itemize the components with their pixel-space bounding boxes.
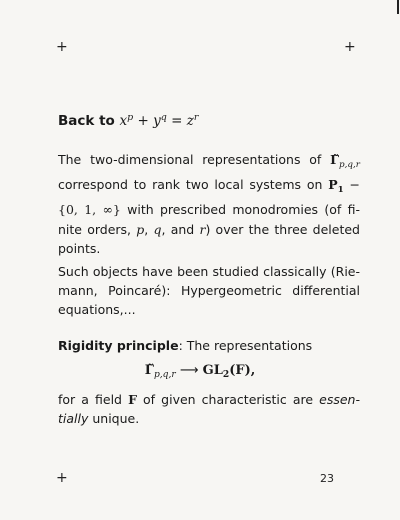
page-edge-mark: [397, 0, 399, 14]
page-number: 23: [320, 472, 334, 485]
heading-label: Back to: [58, 113, 115, 129]
display-equation: $\Gammã_{p,q,r}$ ⟶ $GL_2(F)$,: [144, 363, 256, 380]
crop-mark-top-right: +: [344, 39, 356, 55]
gamma-symbol: Γ̃: [330, 152, 340, 167]
slide-heading: [58, 112, 198, 129]
paragraph-field: for a field F of given characteristic are essen- tially unique.: [58, 392, 360, 427]
crop-mark-top-left: +: [56, 39, 68, 55]
crop-mark-bottom-left: +: [56, 470, 68, 486]
paragraph-rigidity: Rigidity principle: The representations: [58, 338, 313, 353]
rigidity-term: Rigidity principle: [58, 338, 179, 353]
paragraph-classical: Such objects have been studied classically (Rie- mann, Poincaré): Hypergeometric differential equations,...: [58, 264, 360, 318]
paragraph-representations: The two-dimensional representations of $\Gammã_{p,q,r}$ correspond to rank two local systems on $P_1$ − {0, 1, ∞} with prescribed monodromies (of fi- nite orders, p, q, and r) over the three deleted points.: [58, 152, 361, 256]
heading-equation: $x^p + y^q = z^r$: [119, 112, 199, 129]
